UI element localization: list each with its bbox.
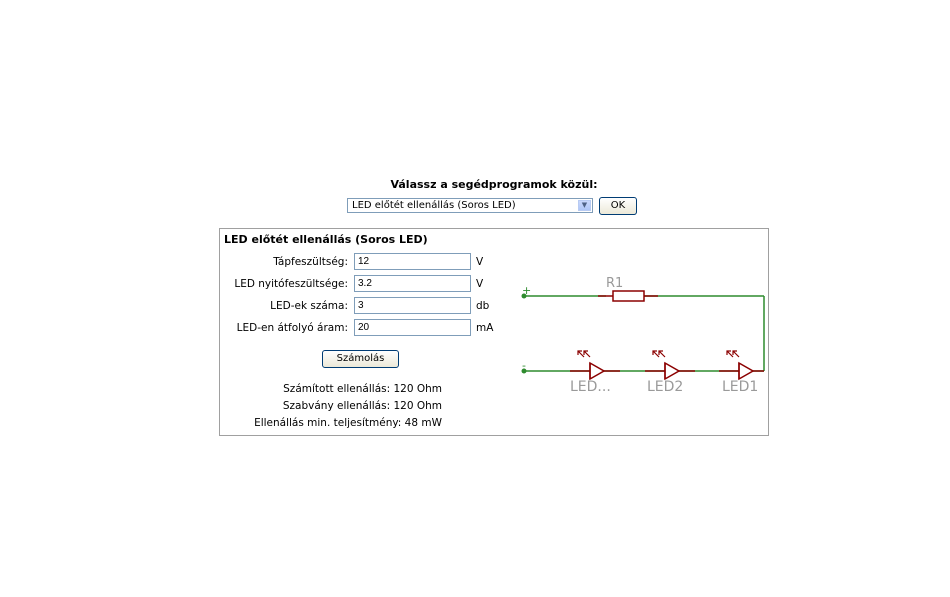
circuit-diagram <box>518 271 768 401</box>
calculated-resistance: Számított ellenállás: 120 Ohm <box>283 383 442 395</box>
led-count-unit: db <box>476 300 490 312</box>
program-select-value: LED előtét ellenállás (Soros LED) <box>352 200 516 211</box>
led-count-label: LED-ek száma: <box>270 300 348 312</box>
led-forward-voltage-input[interactable] <box>354 275 471 292</box>
ok-button[interactable]: OK <box>599 197 637 215</box>
chevron-down-icon[interactable]: ▼ <box>578 200 591 211</box>
led-1 <box>719 351 764 395</box>
supply-voltage-label: Tápfeszültség: <box>273 256 348 268</box>
led-label: LED1 <box>722 379 759 395</box>
chooser-title: Válassz a segédprogramok közül: <box>390 178 598 191</box>
led-current-input[interactable] <box>354 319 471 336</box>
led-forward-voltage-unit: V <box>476 278 484 290</box>
supply-voltage-unit: V <box>476 256 484 268</box>
standard-resistance: Szabvány ellenállás: 120 Ohm <box>282 400 442 412</box>
resistor-r1 <box>598 276 658 301</box>
supply-voltage-input[interactable] <box>354 253 471 270</box>
led-2 <box>645 351 695 395</box>
led-3 <box>570 351 620 395</box>
calculator-panel <box>219 228 769 436</box>
panel-title: LED előtét ellenállás (Soros LED) <box>224 233 428 246</box>
resistor-label: R1 <box>606 276 624 291</box>
led-forward-voltage-label: LED nyitófeszültsége: <box>234 278 348 290</box>
minus-label: - <box>522 359 526 372</box>
min-power: Ellenállás min. teljesítmény: 48 mW <box>254 417 442 429</box>
led-current-unit: mA <box>476 322 494 334</box>
led-count-input[interactable] <box>354 297 471 314</box>
calculate-button[interactable]: Számolás <box>322 350 399 368</box>
plus-label: + <box>522 284 532 297</box>
led-current-label: LED-en átfolyó áram: <box>236 322 348 334</box>
led-label: LED2 <box>647 379 684 395</box>
led-label: LED... <box>570 379 611 395</box>
program-select[interactable] <box>347 198 593 213</box>
